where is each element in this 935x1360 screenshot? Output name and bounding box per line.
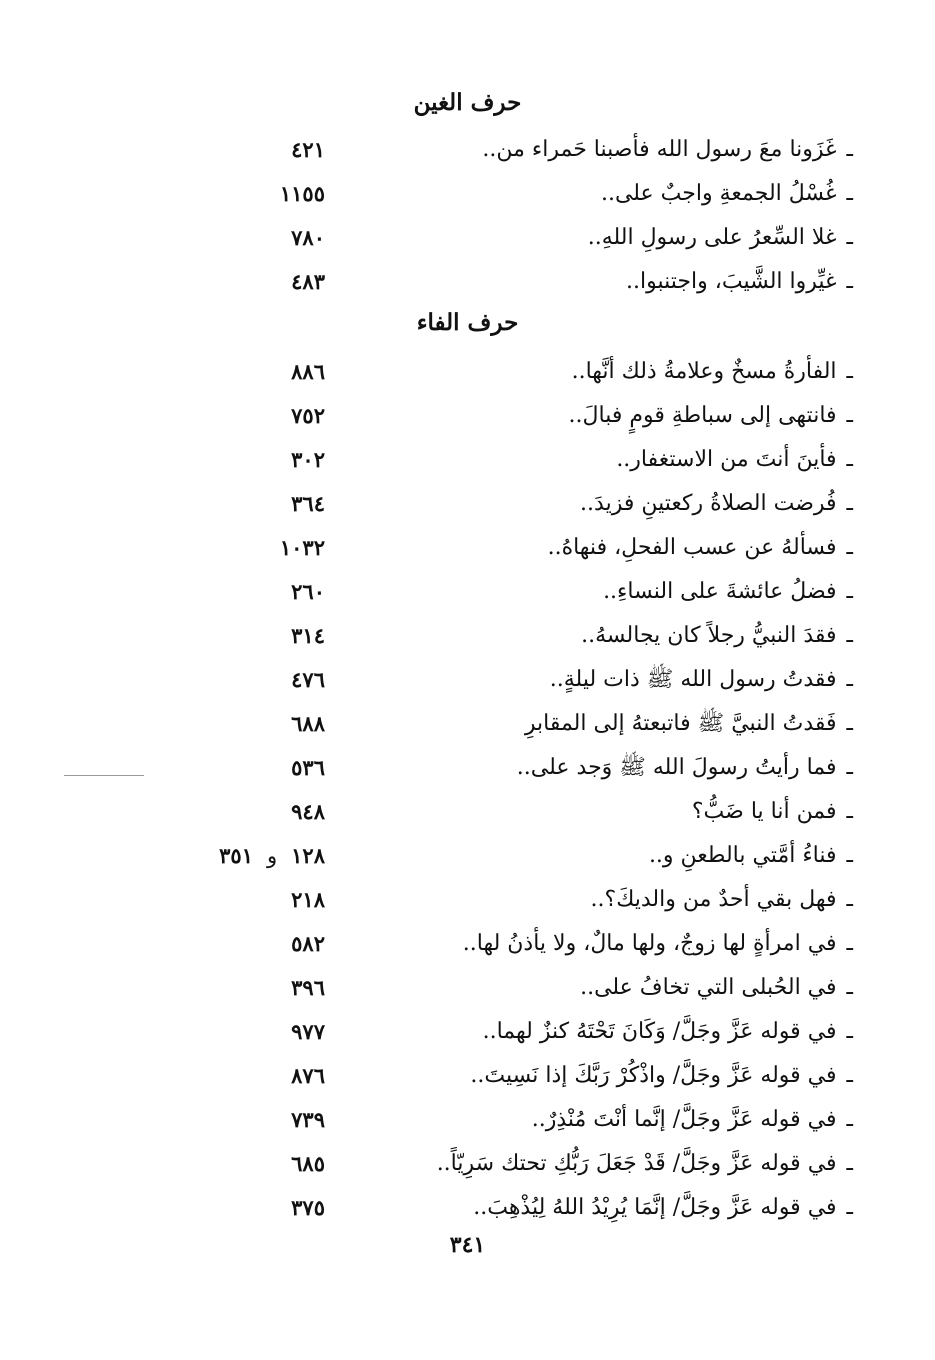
- index-entry: [550, 658, 853, 702]
- page-reference: [291, 1186, 325, 1230]
- index-row: [0, 878, 935, 922]
- page-ref-number: ٣٩٦: [291, 975, 325, 1000]
- section-heading-faa: حرف الفاء: [416, 309, 519, 336]
- index-row: [0, 394, 935, 438]
- entry-dash: ـ: [846, 491, 853, 516]
- index-entry: [483, 1010, 853, 1054]
- index-row: [0, 172, 935, 216]
- index-row: [0, 350, 935, 394]
- page-ref-number: ٦٨٨: [291, 711, 325, 736]
- page-ref-number: ٤٢١: [291, 137, 325, 162]
- entry-dash: ـ: [846, 975, 853, 1000]
- section-heading-ghain: حرف الغين: [413, 89, 522, 116]
- index-row: [0, 658, 935, 702]
- page-ref-number: ٩٧٧: [291, 1019, 325, 1044]
- entry-dash: ـ: [846, 447, 853, 472]
- entry-dash: ـ: [846, 403, 853, 428]
- entry-text: فما رأيتُ رسولَ الله ﷺ وَجد على..: [516, 755, 837, 780]
- entry-dash: ـ: [846, 359, 853, 384]
- page-ref-number: ٤٧٦: [291, 667, 325, 692]
- index-row: [0, 966, 935, 1010]
- page-reference: [291, 128, 325, 172]
- page-reference: [291, 966, 325, 1010]
- entry-dash: ـ: [846, 1107, 853, 1132]
- index-row: [0, 614, 935, 658]
- page-ref-number: ٣١٤: [291, 623, 325, 648]
- entry-text: في قوله عَزَّ وجَلَّ/ وَكَانَ تَحْتَهُ كنزٌ لهما..: [482, 1019, 837, 1044]
- index-entry: [692, 790, 853, 834]
- page-reference: [291, 482, 325, 526]
- index-row: [0, 1054, 935, 1098]
- index-row: [0, 438, 935, 482]
- page-ref-number: ٤٨٣: [291, 269, 325, 294]
- entry-dash: ـ: [846, 269, 853, 294]
- entry-dash: ـ: [846, 535, 853, 560]
- index-entry: [603, 570, 853, 614]
- index-entry: [581, 614, 853, 658]
- entry-text: فضلُ عائشةَ على النساءِ..: [603, 579, 837, 604]
- entry-text: فسألهُ عن عسب الفحلِ، فنهاهُ..: [547, 535, 837, 560]
- entry-dash: ـ: [846, 181, 853, 206]
- entry-dash: ـ: [846, 843, 853, 868]
- index-row: [0, 790, 935, 834]
- page-reference: [280, 172, 325, 216]
- page-reference: [219, 834, 325, 878]
- index-entry: [572, 350, 853, 394]
- entry-dash: ـ: [846, 755, 853, 780]
- index-entry: [437, 1142, 853, 1186]
- entry-text: فُرضت الصلاةُ ركعتينِ فزيدَ..: [580, 491, 837, 516]
- entry-dash: ـ: [846, 1019, 853, 1044]
- page-ref-joiner: و: [267, 844, 278, 868]
- page-reference: [291, 570, 325, 614]
- index-row: [0, 260, 935, 304]
- page-reference: [291, 1142, 325, 1186]
- page-ref-number: ٧٨٠: [291, 225, 325, 250]
- index-row: [0, 216, 935, 260]
- page-reference: [291, 216, 325, 260]
- index-row: [0, 482, 935, 526]
- entry-text: فقدَ النبيُّ رجلاً كان يجالسهُ..: [581, 623, 837, 648]
- page-ref-number: ٣٧٥: [291, 1195, 325, 1220]
- entry-text: فانتهى إلى سباطةِ قومٍ فبالَ..: [568, 403, 837, 428]
- page-ref-number: ٧٥٢: [291, 403, 325, 428]
- index-entry: [616, 438, 853, 482]
- page-reference: [291, 260, 325, 304]
- index-entry: [591, 878, 853, 922]
- index-entry: [525, 702, 853, 746]
- page-ref-number: ٦٨٥: [291, 1151, 325, 1176]
- entry-text: فقدتُ رسول الله ﷺ ذات ليلةٍ..: [549, 667, 837, 692]
- index-entry: [588, 216, 853, 260]
- entry-text: فناءُ أمَّتي بالطعنِ و..: [648, 843, 837, 868]
- page-reference: [291, 614, 325, 658]
- entry-text: فَقدتُ النبيَّ ﷺ فاتبعتهُ إلى المقابرِ: [524, 711, 837, 736]
- entry-dash: ـ: [846, 1195, 853, 1220]
- page-ref-number: ٥٨٢: [291, 931, 325, 956]
- page-reference: [291, 350, 325, 394]
- page-reference: [291, 922, 325, 966]
- entry-text: فهل بقي أحدٌ من والديكَ؟..: [590, 887, 837, 912]
- index-row: [0, 128, 935, 172]
- entry-text: فأينَ أنتَ من الاستغفار..: [616, 447, 837, 472]
- index-row: [0, 1142, 935, 1186]
- entry-dash: ـ: [846, 1151, 853, 1176]
- page-ref-number: ٨٨٦: [291, 359, 325, 384]
- index-entry: [580, 966, 853, 1010]
- page-ref-number: ٣٦٤: [291, 491, 325, 516]
- page-reference: [291, 790, 325, 834]
- entry-dash: ـ: [846, 931, 853, 956]
- index-entry: [517, 746, 853, 790]
- page-reference: [280, 526, 325, 570]
- entry-dash: ـ: [846, 711, 853, 736]
- entry-dash: ـ: [846, 225, 853, 250]
- index-row: [0, 1186, 935, 1230]
- margin-mark: [64, 775, 144, 776]
- index-entry: [463, 922, 853, 966]
- page-ref-number: ١٠٣٢: [279, 535, 325, 560]
- page-reference: [291, 1054, 325, 1098]
- entry-text: في قوله عَزَّ وجَلَّ/ واذْكُرْ رَبَّكَ إذا نَسِيتَ..: [470, 1063, 837, 1088]
- index-entry: [626, 260, 853, 304]
- entry-dash: ـ: [846, 1063, 853, 1088]
- index-entry: [548, 526, 853, 570]
- index-row: [0, 526, 935, 570]
- page-reference: [291, 438, 325, 482]
- page-ref-number: ٩٤٨: [291, 799, 325, 824]
- entry-dash: ـ: [846, 799, 853, 824]
- entry-dash: ـ: [846, 667, 853, 692]
- page-ref-number: ١١٥٥: [279, 181, 325, 206]
- entry-text: في قوله عَزَّ وجَلَّ/ قَدْ جَعَلَ رَبُّكِ تحتك سَرِيّاً..: [436, 1151, 837, 1176]
- index-row: [0, 746, 935, 790]
- entry-text: غَزَونا معَ رسول الله فأصبنا حَمراء من..: [482, 137, 837, 162]
- index-entry: [569, 394, 853, 438]
- entry-text: في قوله عَزَّ وجَلَّ/ إنَّمَا يُرِيْدُ اللهُ لِيُذْهِبَ..: [473, 1195, 837, 1220]
- index-entry: [601, 172, 853, 216]
- entry-dash: ـ: [846, 579, 853, 604]
- page-ref-number: ٨٧٦: [291, 1063, 325, 1088]
- index-entry: [649, 834, 853, 878]
- entry-text: في امرأةٍ لها زوجٌ، ولها مالٌ، ولا يأذنُ لها..: [462, 931, 837, 956]
- index-entry: [473, 1186, 853, 1230]
- index-entry: [532, 1098, 853, 1142]
- page-ref-number: ٥٣٦: [291, 755, 325, 780]
- page-reference: [291, 1098, 325, 1142]
- index-row: [0, 1010, 935, 1054]
- index-row: [0, 834, 935, 878]
- page-ref-number: ٣٠٢: [291, 447, 325, 472]
- page-ref-number-2: ٣٥١: [219, 843, 253, 868]
- index-row: [0, 702, 935, 746]
- index-row: [0, 922, 935, 966]
- index-row: [0, 1098, 935, 1142]
- page-reference: [291, 658, 325, 702]
- page-reference: [291, 394, 325, 438]
- page-reference: [291, 878, 325, 922]
- entry-text: في الحُبلى التي تخافُ على..: [580, 975, 837, 1000]
- index-entry: [470, 1054, 853, 1098]
- index-entry: [482, 128, 853, 172]
- entry-text: في قوله عَزَّ وجَلَّ/ إنَّما أنْتَ مُنْذِرٌ..: [531, 1107, 837, 1132]
- entry-text: فمن أنا يا ضَبُّ؟: [691, 799, 837, 824]
- page-reference: [291, 1010, 325, 1054]
- entry-text: الفأرةُ مسخٌ وعلامةُ ذلك أنَّها..: [571, 359, 837, 384]
- page-ref-number: ١٢٨: [291, 843, 325, 868]
- page-reference: [291, 702, 325, 746]
- page-ref-number: ٧٣٩: [291, 1107, 325, 1132]
- entry-dash: ـ: [846, 887, 853, 912]
- entry-text: غلا السِّعرُ على رسولِ اللهِ..: [587, 225, 837, 250]
- entry-text: غُسْلُ الجمعةِ واجبٌ على..: [600, 181, 837, 206]
- entry-text: غيِّروا الشَّيبَ، واجتنبوا..: [626, 269, 837, 294]
- index-row: [0, 570, 935, 614]
- entry-dash: ـ: [846, 623, 853, 648]
- page-ref-number: ٢١٨: [291, 887, 325, 912]
- page-ref-number: ٢٦٠: [291, 579, 325, 604]
- index-entry: [580, 482, 853, 526]
- entry-dash: ـ: [846, 137, 853, 162]
- page-reference: [291, 746, 325, 790]
- page-number: ٣٤١: [449, 1232, 486, 1258]
